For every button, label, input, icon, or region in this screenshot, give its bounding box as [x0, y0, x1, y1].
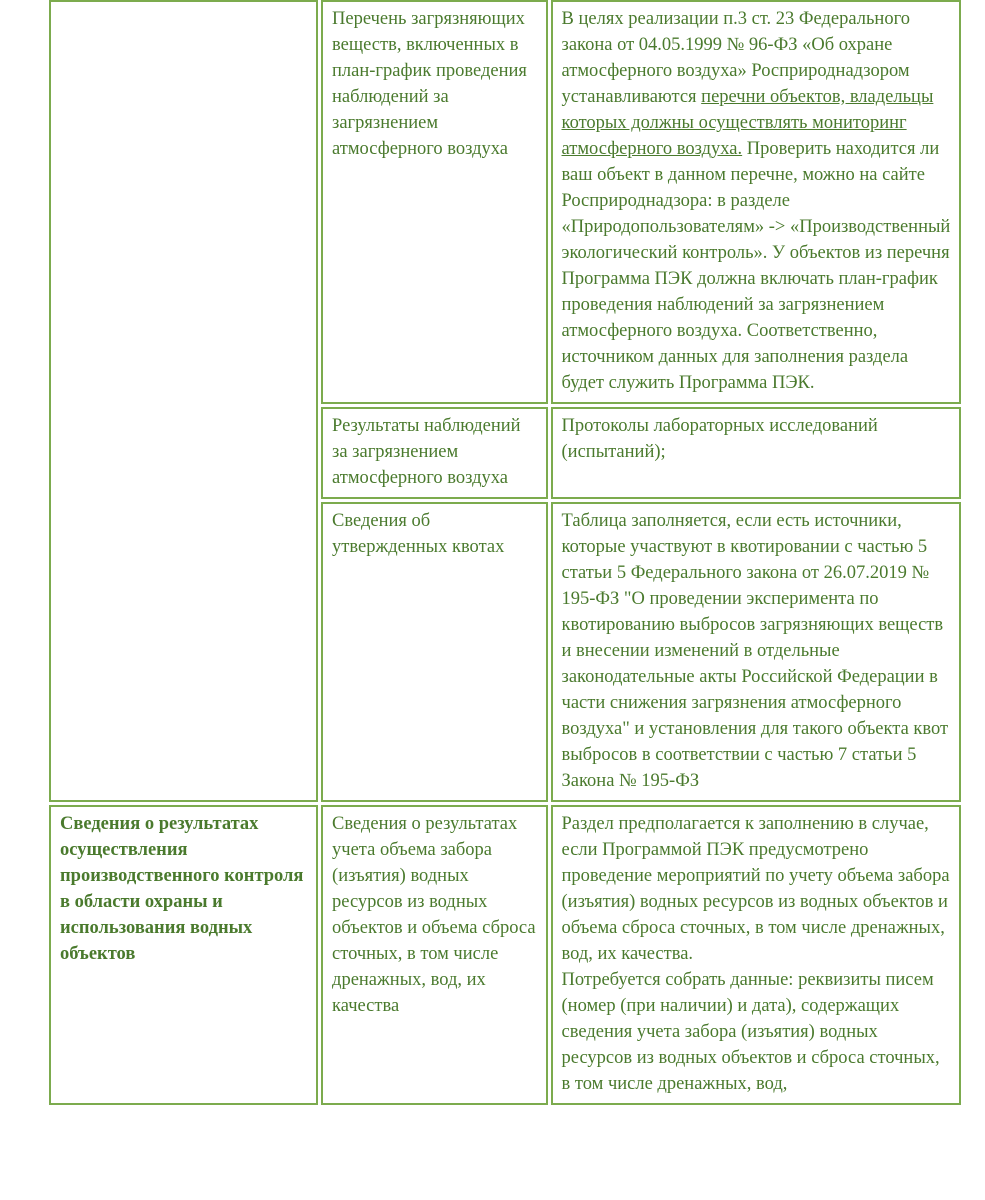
description-text: Протоколы лабораторных исследований (испытаний); [561, 416, 878, 462]
section-title: Сведения о результатах осуществления производственного контроля в области охраны и использования водных объектов [60, 814, 304, 964]
description-cell [551, 502, 961, 802]
table-row [49, 0, 961, 404]
subsection-name: Результаты наблюдений за загрязнением атмосферного воздуха [332, 416, 521, 488]
subsection-name-cell [321, 502, 547, 802]
description-paragraph-2: Потребуется собрать данные: реквизиты писем (номер (при наличии) и дата), содержащих сведения учета забора (изъятия) водных ресурсов из водных объектов и сброса сточных, в том числе дренажных, вод, [561, 970, 940, 1094]
subsection-name: Перечень загрязняющих веществ, включенных в план-график проведения наблюдений за загрязнением атмосферного воздуха [332, 9, 527, 159]
table-row [49, 805, 961, 1105]
description-text: Таблица заполняется, если есть источники, которые участвуют в квотировании с частью 5 статьи 5 Федерального закона от 26.07.2019 № 195-ФЗ "О проведении эксперимента по квотированию выбросов загрязняющих веществ и внесении изменений в отдельные законодательные акты Российской Федерации в части снижения загрязнения атмосферного воздуха" и установления для такого объекта квот выбросов в соответствии с частью 7 статьи 5 Закона № 195-ФЗ [561, 511, 949, 791]
subsection-name-cell [321, 0, 547, 404]
document-page [46, 0, 964, 1108]
description-rest: Проверить находится ли ваш объект в данном перечне, можно на сайте Росприроднадзора: в разделе «Природопользователям» -> «Производственный экологический контроль». У объектов из перечня Программа ПЭК должна включать план-график проведения наблюдений за загрязнением атмосферного воздуха. Соответственно, источником данных для заполнения раздела будет служить Программа ПЭК. [561, 139, 951, 393]
subsection-name-cell [321, 407, 547, 499]
pek-report-table [46, 0, 964, 1108]
subsection-name-cell [321, 805, 547, 1105]
objects-list-link[interactable]: перечни объектов, владельцы которых должны осуществлять мониторинг атмосферного воздуха. [561, 87, 934, 159]
description-paragraph-1: Раздел предполагается к заполнению в случае, если Программой ПЭК предусмотрено проведение мероприятий по учету объема забора (изъятия) водных ресурсов из водных объектов и объема сброса сточных, в том числе дренажных, вод, их качества. [561, 814, 950, 964]
description-cell [551, 805, 961, 1105]
subsection-name: Сведения о результатах учета объема забора (изъятия) водных ресурсов из водных объектов и объема сброса сточных, в том числе дренажных, вод, их качества [332, 814, 536, 1016]
subsection-name: Сведения об утвержденных квотах [332, 511, 505, 557]
section-cell [49, 805, 318, 1105]
description-cell [551, 407, 961, 499]
description-intro: В целях реализации п.3 ст. 23 Федерального закона от 04.05.1999 № 96-ФЗ «Об охране атмосферного воздуха» Росприроднадзором устанавливаются [561, 9, 910, 107]
description-cell [551, 0, 961, 404]
section-cell-empty [49, 0, 318, 802]
